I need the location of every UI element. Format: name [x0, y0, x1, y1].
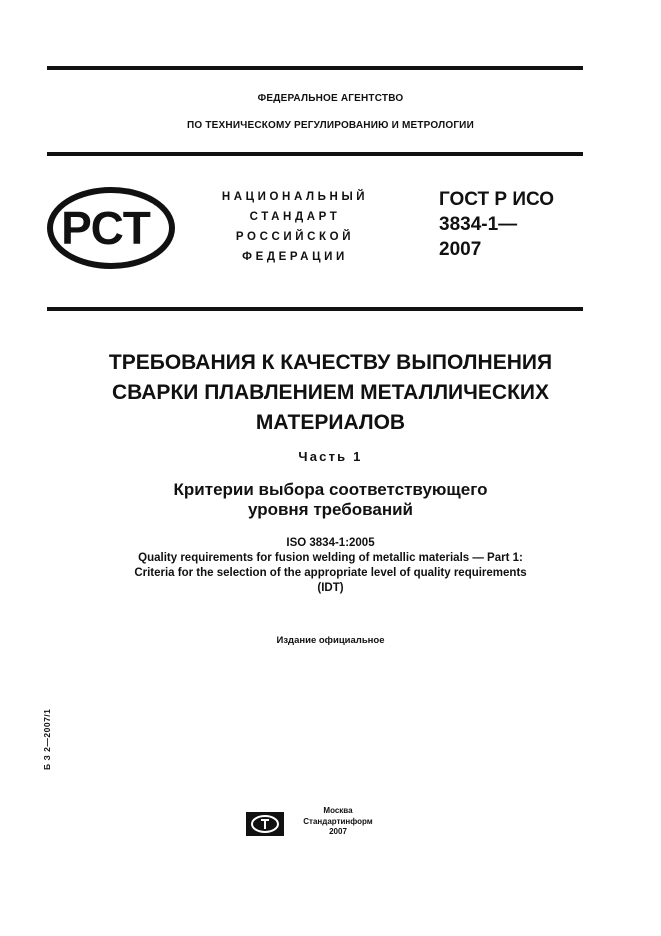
standard-designation [439, 187, 599, 262]
national-standard-label [205, 187, 385, 267]
edition-label: Издание официальное [276, 635, 385, 646]
iso-title-line1: Quality requirements for fusion welding of metallic materials — Part 1: [138, 552, 523, 564]
subtitle-line2: уровня требований [247, 500, 414, 519]
middle-rule [47, 307, 583, 311]
iso-title-line2: Criteria for the selection of the appropriate level of quality requirements [134, 567, 527, 579]
iso-number: ISO 3834-1:2005 [286, 537, 375, 549]
document-title [0, 348, 661, 438]
national-standard-line1: НАЦИОНАЛЬНЫЙ [221, 191, 369, 203]
iso-reference [0, 536, 661, 596]
designation-line2: 3834-1— [439, 214, 518, 235]
rst-logo-icon [47, 187, 175, 269]
designation-line3: 2007 [439, 239, 482, 260]
title-line1: ТРЕБОВАНИЯ К КАЧЕСТВУ ВЫПОЛНЕНИЯ [108, 351, 553, 374]
national-standard-line2: СТАНДАРТ [249, 211, 341, 223]
agency-name-line2: ПО ТЕХНИЧЕСКОМУ РЕГУЛИРОВАНИЮ И МЕТРОЛОГИИ [187, 120, 474, 131]
publisher-block [288, 806, 388, 838]
publisher-city: Москва [323, 806, 353, 815]
top-rule [47, 66, 583, 70]
designation-line1: ГОСТ Р ИСО [439, 189, 555, 210]
title-line2: СВАРКИ ПЛАВЛЕНИЕМ МЕТАЛЛИЧЕСКИХ [111, 381, 549, 404]
part-label: Часть 1 [298, 449, 363, 464]
side-catalog-info: Б З 2—2007/1 [42, 708, 52, 770]
title-line3: МАТЕРИАЛОВ [255, 411, 406, 434]
national-standard-line4: ФЕДЕРАЦИИ [242, 251, 348, 263]
iso-title-line3: (IDT) [317, 582, 344, 594]
document-subtitle [0, 480, 661, 520]
publisher-year: 2007 [329, 827, 347, 836]
national-standard-line3: РОССИЙСКОЙ [235, 231, 355, 243]
agency-name-line1: ФЕДЕРАЛЬНОЕ АГЕНТСТВО [257, 93, 404, 104]
standartinform-logo-icon [246, 812, 284, 836]
header-rule [47, 152, 583, 156]
rst-logo-letters: РСТ [61, 202, 151, 254]
subtitle-line1: Критерии выбора соответствующего [173, 480, 488, 499]
publisher-name: Стандартинформ [303, 816, 373, 826]
